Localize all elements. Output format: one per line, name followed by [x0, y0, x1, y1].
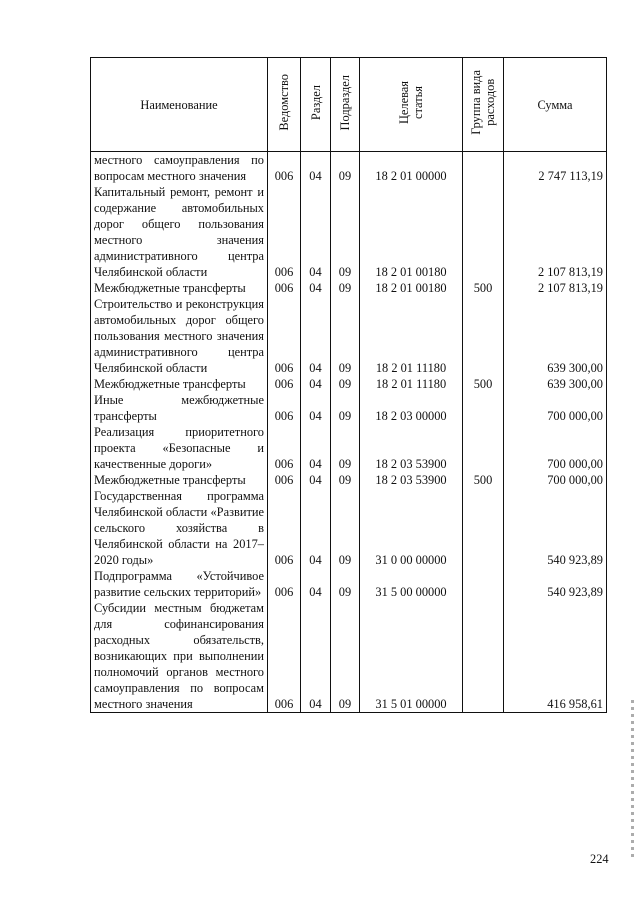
- table-row: [91, 152, 607, 185]
- row-summa: 700 000,00: [504, 472, 607, 488]
- row-summa: 416 958,61: [504, 600, 607, 713]
- scan-edge-mark: [631, 700, 634, 860]
- header-celevaya-line2: статья: [411, 86, 425, 120]
- table-row: [91, 392, 607, 424]
- row-summa: 2 107 813,19: [504, 280, 607, 296]
- row-summa: 2 747 113,19: [504, 152, 607, 185]
- header-podrazdel-label: Подраздел: [338, 74, 352, 131]
- header-gruppa: [463, 58, 504, 152]
- row-gruppa: 500: [463, 376, 504, 392]
- row-podrazdel: 09: [331, 488, 360, 568]
- row-vedomstvo: 006: [268, 424, 301, 472]
- row-podrazdel: 09: [331, 296, 360, 376]
- row-summa: 540 923,89: [504, 568, 607, 600]
- table-row: [91, 280, 607, 296]
- row-razdel: 04: [301, 472, 331, 488]
- row-gruppa: 500: [463, 280, 504, 296]
- table-row: [91, 568, 607, 600]
- row-summa: 700 000,00: [504, 392, 607, 424]
- row-name: Подпрограмма «Устойчивое развитие сельских территорий»: [91, 568, 268, 600]
- row-summa: 639 300,00: [504, 376, 607, 392]
- row-vedomstvo: 006: [268, 488, 301, 568]
- row-celevaya: 31 0 00 00000: [360, 488, 463, 568]
- row-celevaya: 18 2 01 11180: [360, 376, 463, 392]
- row-name: Государственная программа Челябинской области «Развитие сельского хозяйства в Челябинской области на 2017–2020 годы»: [91, 488, 268, 568]
- row-celevaya: 18 2 01 00000: [360, 152, 463, 185]
- row-name: местного самоуправления по вопросам местного значения: [91, 152, 268, 185]
- table-header-row: [91, 58, 607, 152]
- row-celevaya: 18 2 01 11180: [360, 296, 463, 376]
- header-celevaya: [360, 58, 463, 152]
- row-gruppa: [463, 152, 504, 185]
- row-razdel: 04: [301, 488, 331, 568]
- table-row: [91, 488, 607, 568]
- header-gruppa-line2: расходов: [483, 79, 497, 126]
- row-podrazdel: 09: [331, 568, 360, 600]
- row-podrazdel: 09: [331, 600, 360, 713]
- row-podrazdel: 09: [331, 280, 360, 296]
- row-razdel: 04: [301, 280, 331, 296]
- row-name: Реализация приоритетного проекта «Безопасные и качественные дороги»: [91, 424, 268, 472]
- row-vedomstvo: 006: [268, 600, 301, 713]
- row-celevaya: 18 2 01 00180: [360, 184, 463, 280]
- row-gruppa: 500: [463, 472, 504, 488]
- header-gruppa-line1: Группа вида: [469, 70, 483, 135]
- row-razdel: 04: [301, 296, 331, 376]
- row-celevaya: 31 5 01 00000: [360, 600, 463, 713]
- row-razdel: 04: [301, 152, 331, 185]
- header-summa: [504, 58, 607, 152]
- header-summa-label: Сумма: [537, 97, 573, 112]
- header-celevaya-line1: Целевая: [397, 80, 411, 125]
- table-row: [91, 472, 607, 488]
- row-vedomstvo: 006: [268, 296, 301, 376]
- row-celevaya: 31 5 00 00000: [360, 568, 463, 600]
- header-name-label: Наименование: [140, 97, 218, 112]
- row-name: Межбюджетные трансферты: [91, 280, 268, 296]
- header-gruppa-label: [469, 70, 497, 135]
- row-celevaya: 18 2 01 00180: [360, 280, 463, 296]
- row-gruppa: [463, 184, 504, 280]
- row-name: Капитальный ремонт, ремонт и содержание автомобильных дорог общего пользования местного значения административного центра Челябинской области: [91, 184, 268, 280]
- row-name: Иные межбюджетные трансферты: [91, 392, 268, 424]
- row-vedomstvo: 006: [268, 184, 301, 280]
- page-number: 224: [590, 852, 609, 866]
- row-gruppa: [463, 392, 504, 424]
- table-row: [91, 184, 607, 280]
- row-name: Межбюджетные трансферты: [91, 376, 268, 392]
- row-summa: 639 300,00: [504, 296, 607, 376]
- row-name: Субсидии местным бюджетам для софинансирования расходных обязательств, возникающих при выполнении полномочий органов местного самоуправления по вопросам местного значения: [91, 600, 268, 713]
- row-podrazdel: 09: [331, 472, 360, 488]
- row-celevaya: 18 2 03 00000: [360, 392, 463, 424]
- table-row: [91, 600, 607, 713]
- row-razdel: 04: [301, 392, 331, 424]
- row-razdel: 04: [301, 600, 331, 713]
- row-razdel: 04: [301, 184, 331, 280]
- row-vedomstvo: 006: [268, 568, 301, 600]
- row-summa: 2 107 813,19: [504, 184, 607, 280]
- row-podrazdel: 09: [331, 392, 360, 424]
- header-razdel: [301, 58, 331, 152]
- row-podrazdel: 09: [331, 424, 360, 472]
- row-summa: 540 923,89: [504, 488, 607, 568]
- row-podrazdel: 09: [331, 376, 360, 392]
- row-razdel: 04: [301, 376, 331, 392]
- row-summa: 700 000,00: [504, 424, 607, 472]
- row-celevaya: 18 2 03 53900: [360, 424, 463, 472]
- row-vedomstvo: 006: [268, 280, 301, 296]
- row-razdel: 04: [301, 568, 331, 600]
- budget-table: [90, 57, 607, 713]
- row-gruppa: [463, 488, 504, 568]
- row-name: Межбюджетные трансферты: [91, 472, 268, 488]
- header-vedomstvo-label: Ведомство: [277, 74, 291, 131]
- header-name: [91, 58, 268, 152]
- row-podrazdel: 09: [331, 184, 360, 280]
- row-vedomstvo: 006: [268, 152, 301, 185]
- row-razdel: 04: [301, 424, 331, 472]
- row-celevaya: 18 2 03 53900: [360, 472, 463, 488]
- header-podrazdel: [331, 58, 360, 152]
- row-podrazdel: 09: [331, 152, 360, 185]
- header-vedomstvo: [268, 58, 301, 152]
- row-gruppa: [463, 424, 504, 472]
- row-gruppa: [463, 568, 504, 600]
- row-gruppa: [463, 600, 504, 713]
- table-row: [91, 424, 607, 472]
- header-celevaya-label: [397, 81, 425, 124]
- row-gruppa: [463, 296, 504, 376]
- row-vedomstvo: 006: [268, 472, 301, 488]
- row-vedomstvo: 006: [268, 392, 301, 424]
- table-row: [91, 296, 607, 376]
- header-razdel-label: Раздел: [308, 84, 323, 121]
- row-vedomstvo: 006: [268, 376, 301, 392]
- row-name: Строительство и реконструкция автомобильных дорог общего пользования местного значения административного центра Челябинской области: [91, 296, 268, 376]
- table-row: [91, 376, 607, 392]
